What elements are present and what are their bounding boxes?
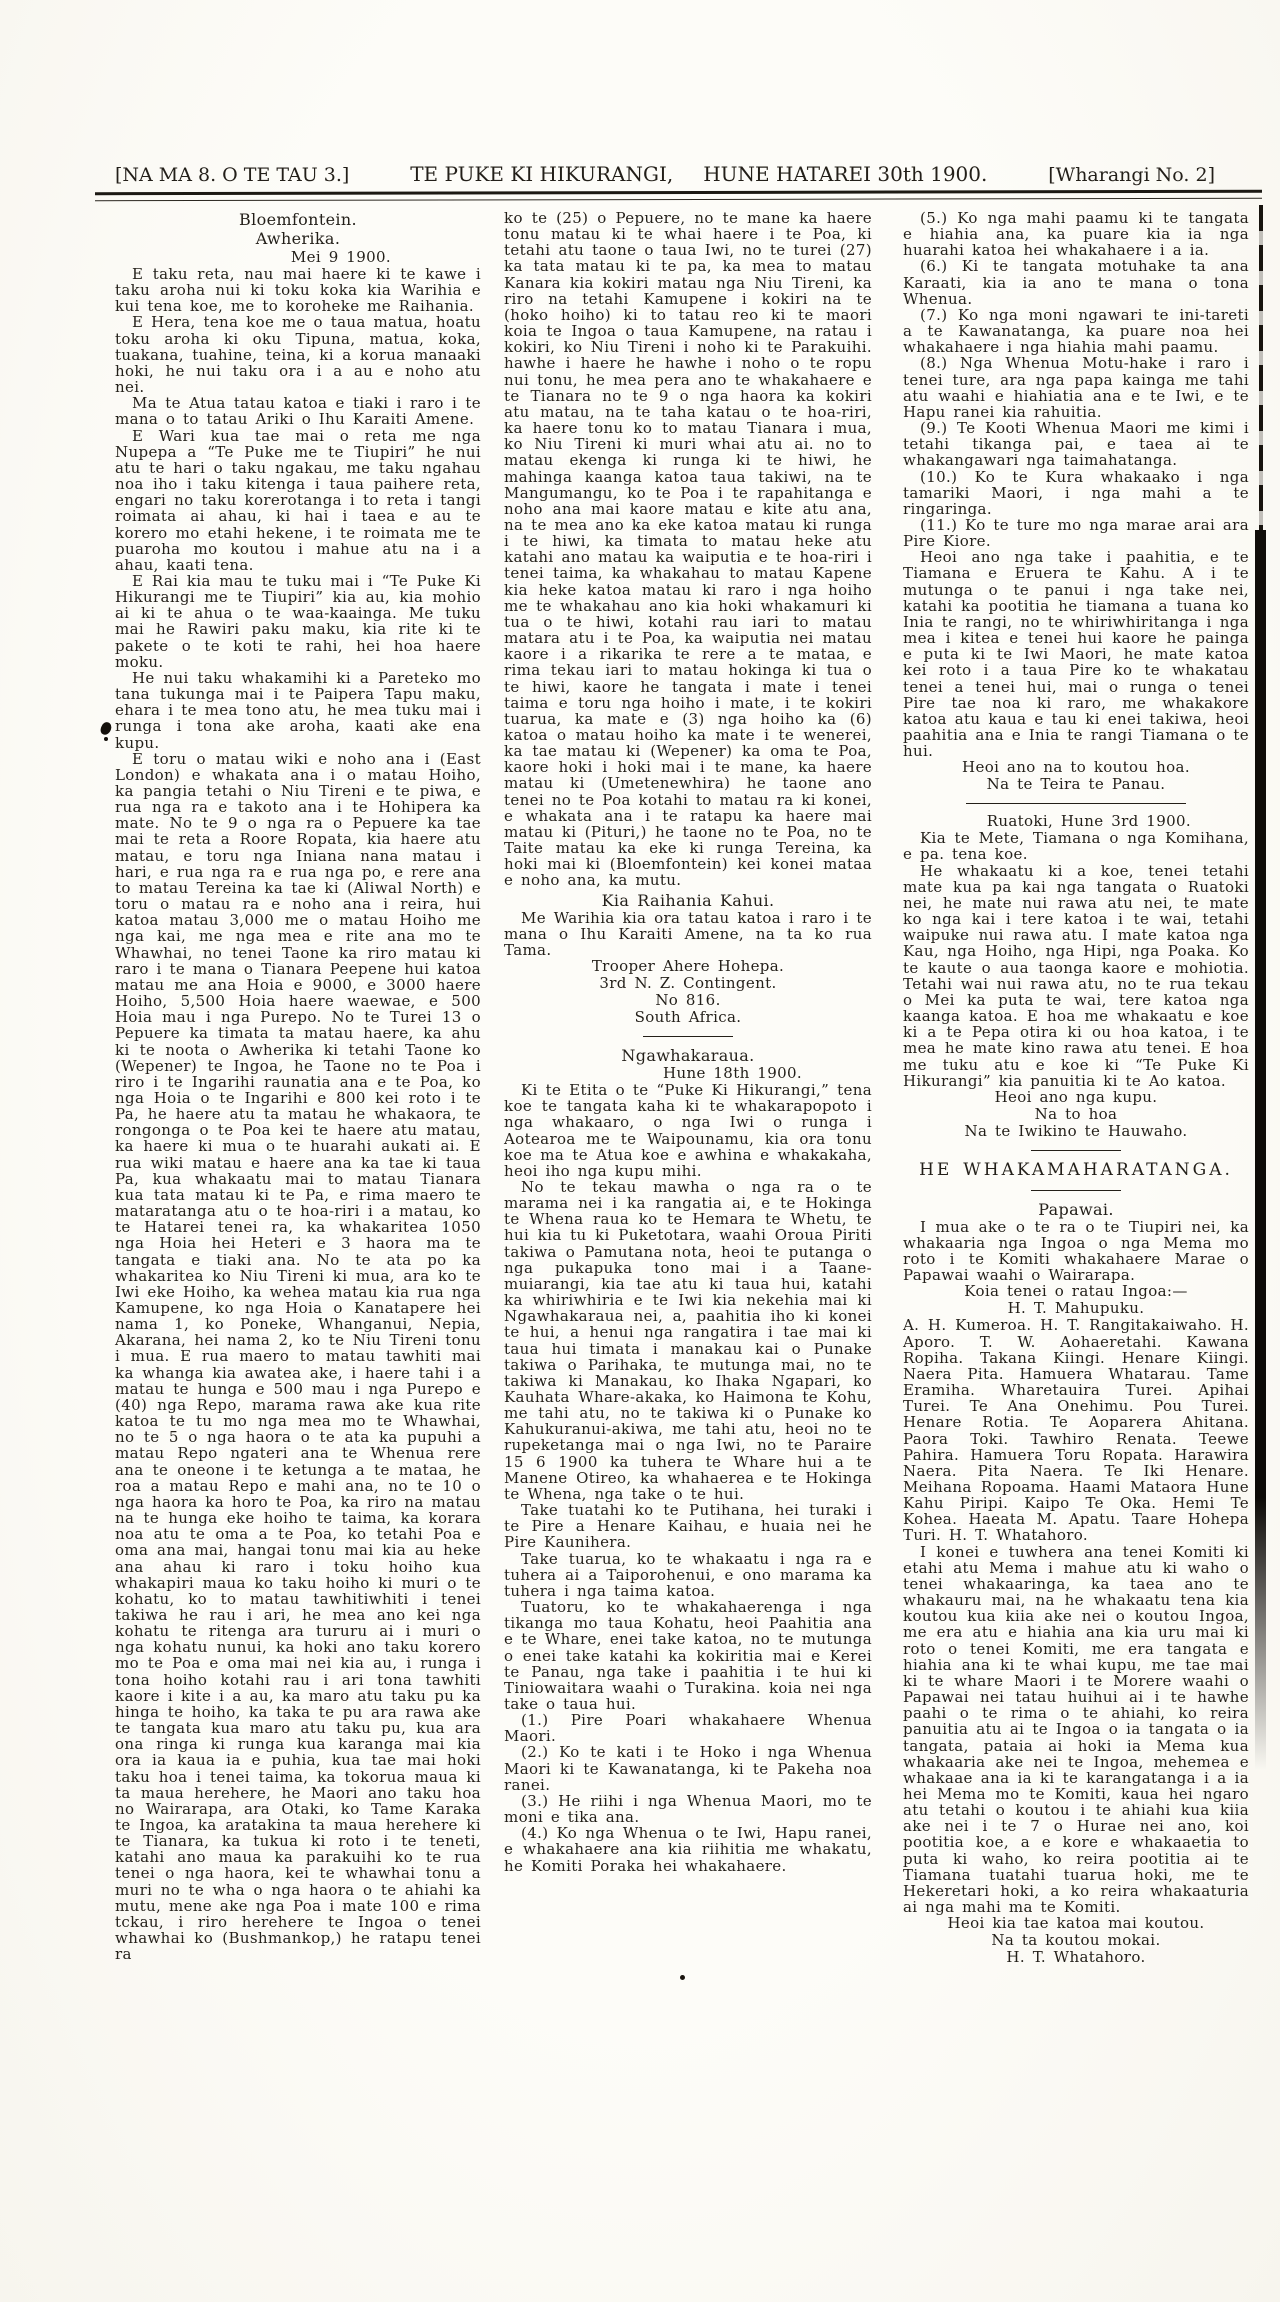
article-paragraph: (2.) Ko te kati i te Hoko i nga Whenua Maori ki te Kawanatanga, ki te Pakeha noa ranei. (504, 1743, 872, 1794)
ink-blot-small (104, 737, 108, 741)
article-paragraph: Heoi ano nga take i paahitia, e te Tiamana e Eruera te Kahu. A i te mutunga o te panui i nga take nei, katahi ka pootitia he tiamana a tuana ko Inia te rangi, no te whiriwhiritanga i nga mea i kitea e tenei hui kaore he painga e puta ki te Iwi Maori, he mate katoa kei roto i a taua Pire ko te whakatau tenei a tenei hui, mai o runga o tenei Pire tae noa ki raro, me whakakore katoa atu kaua e tau ki enei takiwa, heoi paahitia ana e Inia te rangi Tiamana o te hui. (903, 548, 1249, 761)
article-paragraph: (1.) Pire Poari whakahaere Whenua Maori. (504, 1711, 872, 1746)
signature-place: South Africa. (634, 1008, 742, 1027)
article-paragraph: E Wari kua tae mai o reta me nga Nupepa a “Te Puke me te Tiupiri” he nui atu te hari o taku ngakau, me taku ngahau noa iho i taku kitenga i taua paihere reta, engari no taku korerotanga i to reta i tangi roimata ai ahau, ki hai i taea e au te korero mo etahi hekene, i te roimata me te puaroha mo koutou i mahue atu na i a ahau, kaati tena. (115, 426, 481, 574)
article-paragraph: Tuatoru, ko te whakahaerenga i nga tikanga mo taua Kohatu, heoi Paahitia ana e te Whare, enei take katoa, no te mutunga o enei take katahi ka kokiritia mai e Kerei te Panau, nga take i paahitia i te hui ki Tiniowaitara waahi o Turakina. koia nei nga take o taua hui. (504, 1598, 872, 1713)
letter-date: Ruatoki, Hune 3rd 1900. (986, 812, 1191, 831)
section-divider-rule (966, 803, 1186, 804)
article-place-heading: Bloemfontein. (239, 210, 357, 229)
signature-name: Na te Teira te Panau. (986, 775, 1166, 794)
section-divider-rule (643, 1036, 733, 1037)
article-paragraph: Me Warihia kia ora tatau katoa i raro i te mana o Ihu Karaiti Amene, na ta ko rua Tama. (504, 908, 872, 959)
article-paragraph: (10.) Ko te Kura whakaako i nga tamariki Maori, i nga mahi a te ringaringa. (903, 467, 1249, 518)
letter-date: Mei 9 1900. (290, 248, 391, 266)
masthead-date: HUNE HATAREI 30th 1900. (703, 162, 988, 186)
article-subheading: Papawai. (1038, 1199, 1114, 1219)
article-date: Hune 18th 1900. (663, 1064, 802, 1083)
closing-line: Heoi kia tae katoa mai koutou. (947, 1914, 1205, 1933)
article-paragraph: (9.) Te Kooti Whenua Maori me kimi i tetahi tikanga pai, e taea ai te whakangawari nga taimahatanga. (903, 419, 1249, 470)
member-name: H. T. Mahupuku. (1007, 1299, 1145, 1318)
section-divider-rule (1031, 1150, 1121, 1151)
article-paragraph: Take tuarua, ko te whakaatu i nga ra e tuhera ai a Taiporohenui, e ono marama ka tuhera i nga taima katoa. (504, 1549, 872, 1600)
ink-speck (680, 1975, 685, 1980)
masthead-volume: [NA MA 8. O TE TAU 3.] (115, 164, 350, 186)
article-paragraph: E Hera, tena koe me o taua matua, hoatu toku aroha ki oku Tipuna, matua, koka, tuakana, tuahine, teina, ki a korua manaaki hoki, he nui taku ora i a au e noho atu nei. (115, 313, 481, 397)
scan-edge-artifact (1255, 530, 1266, 1770)
article-paragraph: (6.) Ki te tangata motuhake ta ana Karaati, kia ia ano te mana o tona Whenua. (903, 257, 1249, 308)
signature-unit: 3rd N. Z. Contingent. (599, 974, 777, 993)
article-paragraph: A. H. Kumeroa. H. T. Rangitakaiwaho. H. Aporo. T. W. Aohaeretahi. Kawana Ropiha. Takana Kiingi. Henare Kiingi. Naera Pita. Hamuera Whatarau. Tame Eramiha. Wharetauira Turei. Apihai Turei. Te Ana Onehimu. Pou Turei. Henare Rotia. Te Aoparera Ahitana. Paora Toki. Tawhiro Renata. Teewe Pahira. Hamuera Toru Ropata. Harawira Naera. Pita Naera. Te Iki Henare. Meihana Ropoama. Haami Mataora Hune Kahu Piripi. Kaipo Te Oka. Hemi Te Kohea. Haeata M. Apatu. Taare Hohepa Turi. H. T. Whatahoro. (903, 1316, 1249, 1545)
section-divider-rule (1031, 1190, 1121, 1191)
article-paragraph: Take tuatahi ko te Putihana, hei turaki i te Pire a Henare Kaihau, e huaia nei he Pire Kaunihera. (504, 1501, 872, 1552)
article-paragraph: E Rai kia mau te tuku mai i “Te Puke Ki Hikurangi me te Tiupiri” kia au, kia mohio ai ki te ahua o te waa-kaainga. Me tuku mai he Rawiri paku maku, kia rite ki te pakete o te koti te rahi, hei hoa haere moku. (115, 571, 481, 671)
article-heading: HE WHAKAMAHARATANGA. (919, 1159, 1233, 1180)
article-paragraph: (5.) Ko nga mahi paamu ki te tangata e hiahia ana, ka puare kia ia nga huarahi katoa hei whakahaere i a ia. (903, 209, 1249, 260)
article-heading: Ngawhakaraua. (621, 1046, 755, 1066)
column-3 (903, 210, 1249, 1966)
ink-blot (99, 721, 113, 736)
masthead-double-rule (95, 190, 1262, 201)
column-1 (115, 210, 481, 1962)
article-paragraph: E taku reta, nau mai haere ki te kawe i taku aroha nui ki toku koka kia Warihia e kui tena koe, me to koroheke me Raihania. (115, 265, 481, 316)
article-paragraph: He nui taku whakamihi ki a Pareteko mo tana tukunga mai i te Paipera Tapu maku, ehara i te mea tono atu, he mea tuku mai i runga i tona ake aroha, kaati ake ena kupu. (115, 668, 481, 752)
article-paragraph: ko te (25) o Pepuere, no te mane ka haere tonu matau ki te whai haere i te Poa, ki tetahi atu taone o taua Iwi, no te turei (27) ka tata matau ki te pa, ka mea to matau Kanara kia kokiri matau nga Niu Tireni, ka riro na tetahi Kamupene i kokiri na te (hoko hoiho) ki to tatau reo ki te maori koia te Ingoa o taua Kamupene, na ratau i kokiri, ko Niu Tireni i noho ki te Parakuihi. hawhe i haere he hawhe i noho o te ropu nui tonu, he mea pera ano te whakahaere e te Tianara no te 9 o nga haora ka kokiri atu matau, na te taha katau o te hoa-riri, ka haere tonu ko to matau Tianara i mua, ko Niu Tireni ki muri whai atu ai. no to matau ekenga ki runga ki te hiwi, he mahinga kaanga katoa taua takiwi, na te Mangumangu, ko te Poa i te rapahitanga e noho ana mai kaore matau e kite atu ana, na te mea ano ka eke katoa matau ki runga i te hiwi, ka timata to matau heke atu katahi ano matau ka waiputia e te hoa-riri i tenei taima, ka whakahau to matau Kapene kia heke katoa matau ki raro i nga hoiho me te whakahau ano kia hoki whakamuri ki tua o te hiwi, kotahi rau iari to matau matara atu i te Poa, ka waiputia nei matau kaore i a rikarika te rere a te mataa, e rima tekau iari to matau hokinga ki tua o te hiwi, kaore he tangata i mate i tenei taima e toru nga hoiho i mate, i te kokiri tuarua, ka mate e (3) nga hoiho ka (6) katoa o matau hoiho ka mate i te wenerei, ka tae matau ki (Wepener) ka oma te Poa, kaore hoki i hoki mai i te mane, ka haere matau ki (Umetenewhira) he taone ano tenei no te Poa kotahi to matau ra ki konei, e whakata ana i te ratapu ka haere mai matau ki (Pituri,) he taone no te Poa, no te Taite matau ka eke ki runga Tereina, ka hoki mai ki (Bloemfontein) kei konei mataa e noho ana, ka mutu. (504, 209, 872, 890)
signature-number: No 816. (655, 991, 721, 1010)
list-intro: Koia tenei o ratau Ingoa:— (964, 1282, 1188, 1301)
column-2 (504, 210, 872, 1874)
article-paragraph: He whakaatu ki a koe, tenei tetahi mate kua pa kai nga tangata o Ruatoki nei, he mate nui rawa atu nei, te mate ko nga kai i tere katoa i te wai, tetahi waipuke nui rawa atu. I mate katoa nga Kau, nga Hoiho, nga Hipi, nga Poaka. Ko te kaute o aua taonga kaore e mohiotia. Tetahi wai nui rawa atu, no te rua tekau o Mei ka puta te wai, tere katoa nga kaanga katoa. E hoa me whakaatu e koe ki a te Pepa otira ki ou hoa katoa, i te mea he mate kino rawa atu tenei. E hoa me tuku atu e koe ki “Te Puke Ki Hikurangi” kia panuitia ki te Ao katoa. (903, 861, 1249, 1090)
article-paragraph: (8.) Nga Whenua Motu-hake i raro i tenei ture, ara nga papa kainga me tahi atu waahi e hiahiatia ana e te Iwi, e te Hapu ranei kia rahuitia. (903, 354, 1249, 421)
article-paragraph: (11.) Ko te ture mo nga marae arai ara Pire Kiore. (903, 515, 1249, 551)
article-paragraph: I konei e tuwhera ana tenei Komiti ki etahi atu Mema i mahue atu ki waho o tenei whakaaringa, ka taea ano te whakauru mai, na he whakaatu tena kia koutou kua kiia ake nei o koutou Ingoa, me era atu e hiahia ana kia uru mai ki roto o tenei Komiti, me era tangata e hiahia ana ki te whai kupu, me tae mai ki te whare Maori i te Morere waahi o Papawai nei tatau huihui ai i te hawhe paahi o te rima o te ahiahi, ko reira panuitia atu ai te Ingoa o ia tangata o ia tangata, pataia ai hoki ia Mema kua whakaaria ake nei te Ingoa, mehemea e whakaae ana ia ki te karangatanga i a ia hei Mema mo te Komiti, kaua hei ngaro atu tetahi o koutou i te ahiahi kua kiia ake nei i te 7 o Hurae nei ano, koi pootitia koe, a e kore e whakaaetia to puta ki waho, ko reira pootitia ai te Tiamana tuatahi tuarua hoki, me te Hekeretari hoki, a ko reira whakaaturia ai nga mahi ma te Komiti. (903, 1542, 1249, 1917)
article-paragraph: (4.) Ko nga Whenua o te Iwi, Hapu ranei, e whakahaere ana kia riihitia me whakatu, he Komiti Poraka hei whakahaere. (504, 1824, 872, 1875)
article-paragraph: I mua ake o te ra o te Tiupiri nei, ka whakaaria nga Ingoa o nga Mema mo roto i te Komiti whakahaere Marae o Papawai waahi o Wairarapa. (903, 1217, 1249, 1285)
article-paragraph: (7.) Ko nga moni ngawari te ini-tareti a te Kawanatanga, ka puare noa hei whakahaere i nga hiahia mahi paamu. (903, 305, 1249, 357)
salutation: Kia Raihania Kahui. (601, 890, 775, 910)
article-paragraph: (3.) He riihi i nga Whenua Maori, mo te moni e tika ana. (504, 1791, 872, 1827)
masthead-page-number: [Wharangi No. 2] (1048, 164, 1215, 186)
closing-line: Heoi ano na to koutou hoa. (962, 758, 1190, 777)
signature-name: Na te Iwikino te Hauwaho. (964, 1121, 1188, 1140)
article-paragraph: E toru o matau wiki e noho ana i (East London) e whakata ana i o matau Hoiho, ka pangia tetahi o Niu Tireni e te piwa, e rua nga ra e takoto ana i te Hohipera ka mate. No te 9 o nga ra o Pepuere ka tae mai te reta a Roore Ropata, kia haere atu matau, e toru nga Iniana nana matau i hari, e rua nga ra e rua nga po, e rere ana to matau Tereina ka tae ki (Aliwal North) e toru o matau ra e noho ana i reira, hui katoa matau 3,000 me o matau Hoiho me nga kai, me nga mea e rite ana mo te Whawhai, no tenei Taone ka riro matau ki raro i te mana o Tianara Peepene hui katoa matau me ana Hoia e 9000, e 3000 haere Hoiho, 5,500 Hoia haere waewae, e 500 Hoia mau i nga Purepo. No te Turei 13 o Pepuere ka timata ta matau haere, ka ahu ki te noota o Awherika ki tetahi Taone ko (Wepener) te Ingoa, he Taone no te Poa i riro i te Ingarihi raunatia ana e te Poa, ko nga Hoia o te Ingarihi e 800 kei roto i te Pa, he haere atu ta matau he whakaora, te rongonga o te Poa kei te haere atu matau, ka haere ki mua o te huarahi aukati ai. E rua wiki matau e haere ana ka tae ki taua Pa, kua whakaatu mai to matau Tianara kua tata matau ki te Pa, e rima maero te mataratanga atu o te hoa-riri i a matau, ko te Hatarei tenei ra, ka whakaritea 1050 nga Hoia hei Heteri e 3 haora ma te tangata e tiaki ana. No te ata po ka whakaritea ko Niu Tireni ki mua, ara ko te Iwi eke Hoiho, ka wehea matau kia rua nga Kamupene, ko nga Hoia o Kanatapere hei nama 1, ko Poneke, Whanganui, Nepia, Akarana, hei nama 2, ko te Niu Tireni tonu i mua. E rua maero to matau tawhiti mai ka whanga kia awatea ake, i haere tahi i a matau te hunga e 500 mau i nga Purepo e (40) nga Repo, marama rawa ake kua rite katoa te tu mo nga mea mo te Whawhai, no te 5 o nga haora o te ata ka pupuhi a matau Repo ngateri ana te Whenua rere ana te oneone i te ketunga a te mataa, he roa a matau Repo e mahi ana, no te 10 o nga haora ka horo te Poa, ka riro na matau na te hunga eke hoiho te taima, ka korara noa atu te oma a te Poa, ko tetahi Poa e oma ana mai, hangai tonu mai kia au heke ana ahau ki raro i toku hoiho kua whakapiri maua ko taku hoiho ki muri o te kohatu, ko to matau tawhitiwhiti i tenei takiwa he rau i ari, he mea ano kei nga kohatu te ritenga ara tururu ai i muri o nga kohatu nunui, ka hoki ano taku korero mo te Poa e oma mai nei kia au, i runga i tona hoiho kotahi rau i ari tona tawhiti kaore i kite i a au, ka maro atu taku pu ka hinga te hoiho, ka taka te pu ara rawa ake te tangata kua maro atu taku pu, kua ara ona ringa ki runga kua karanga mai kia ora ia kaua ia e puhia, kua tae mai hoki taku hoa i tenei taima, ka tokorua maua ki ta maua herehere, he Maori ano taku hoa no Wairarapa, ara Otaki, ko Tame Karaka te Ingoa, ka aratakina ta maua herehere ki te Tianara, ka tukua ki roto i te teneti, katahi ano maua ka parakuihi ko te rua tenei o nga haora, kei te whawhai tonu a muri no te wha o nga haora o te ahiahi ka mutu, mene ake nga Poa i mate 100 e rima tckau, i riro herehere te Ingoa o tenei whawhai ko (Bushmankop,) he ratapu tenei ra (115, 749, 481, 1964)
masthead-title: TE PUKE KI HIKURANGI, (410, 162, 674, 186)
signature-name: Trooper Ahere Hohepa. (591, 957, 785, 976)
masthead-center (410, 162, 987, 186)
scan-edge-artifact-top (1259, 205, 1263, 535)
article-paragraph: Ki te Etita o te “Puke Ki Hikurangi,” tena koe te tangata kaha ki te whakarapopoto i nga whakaaro, o nga Iwi o runga i Aotearoa me te Waipounamu, kia ora tonu koe ma te Atua koe e awhina e whakakaha, heoi iho nga kupu mihi. (504, 1081, 872, 1180)
closing-line: Heoi ano nga kupu. (994, 1087, 1158, 1106)
article-paragraph: Kia te Mete, Tiamana o nga Komihana, e pa. tena koe. (903, 829, 1249, 864)
closing-line: Na ta koutou mokai. (991, 1931, 1161, 1950)
signature-name: H. T. Whatahoro. (1006, 1948, 1146, 1967)
article-place-subheading: Awherika. (255, 229, 341, 248)
article-paragraph: No te tekau mawha o nga ra o te marama nei i ka rangatia ai, e te Hokinga te Whena raua ko te Hemara te Whetu, te hui kia tu ki Puketotara, waahi Oroua Piriti takiwa o Pamutana nota, heoi te putanga o nga pukapuka tono mai i a Taane-muiarangi, kia tae atu ki taua hui, katahi ka whiriwhiria e te Iwi kia nekehia mai ki Ngawhakaraua nei, a, paahitia iho ki konei te hui, a henui nga rangatira i tae mai ki taua hui timata i manakau kai o Punake takiwa o Parihaka, te mutunga mai, no te takiwa ki Manakau, ko Ihaka Ngapari, ko Kauhata Whare-akaka, ko Haimona te Kohu, me tahi atu, no te takiwa ki o Punake ko Kahukuranui-akiwa, me tahi atu, heoi no te rupeketanga mai o nga Iwi, no te Paraire 15 6 1900 ka tuhera te Whare hui a te Manene Otireo, ka whahaerea e te Hokinga te Whena, nga take o te hui. (504, 1177, 872, 1503)
closing-line: Na to hoa (1034, 1104, 1118, 1123)
masthead (115, 162, 1215, 186)
article-paragraph: Ma te Atua tatau katoa e tiaki i raro i te mana o to tatau Ariki o Ihu Karaiti Amene. (115, 394, 481, 429)
